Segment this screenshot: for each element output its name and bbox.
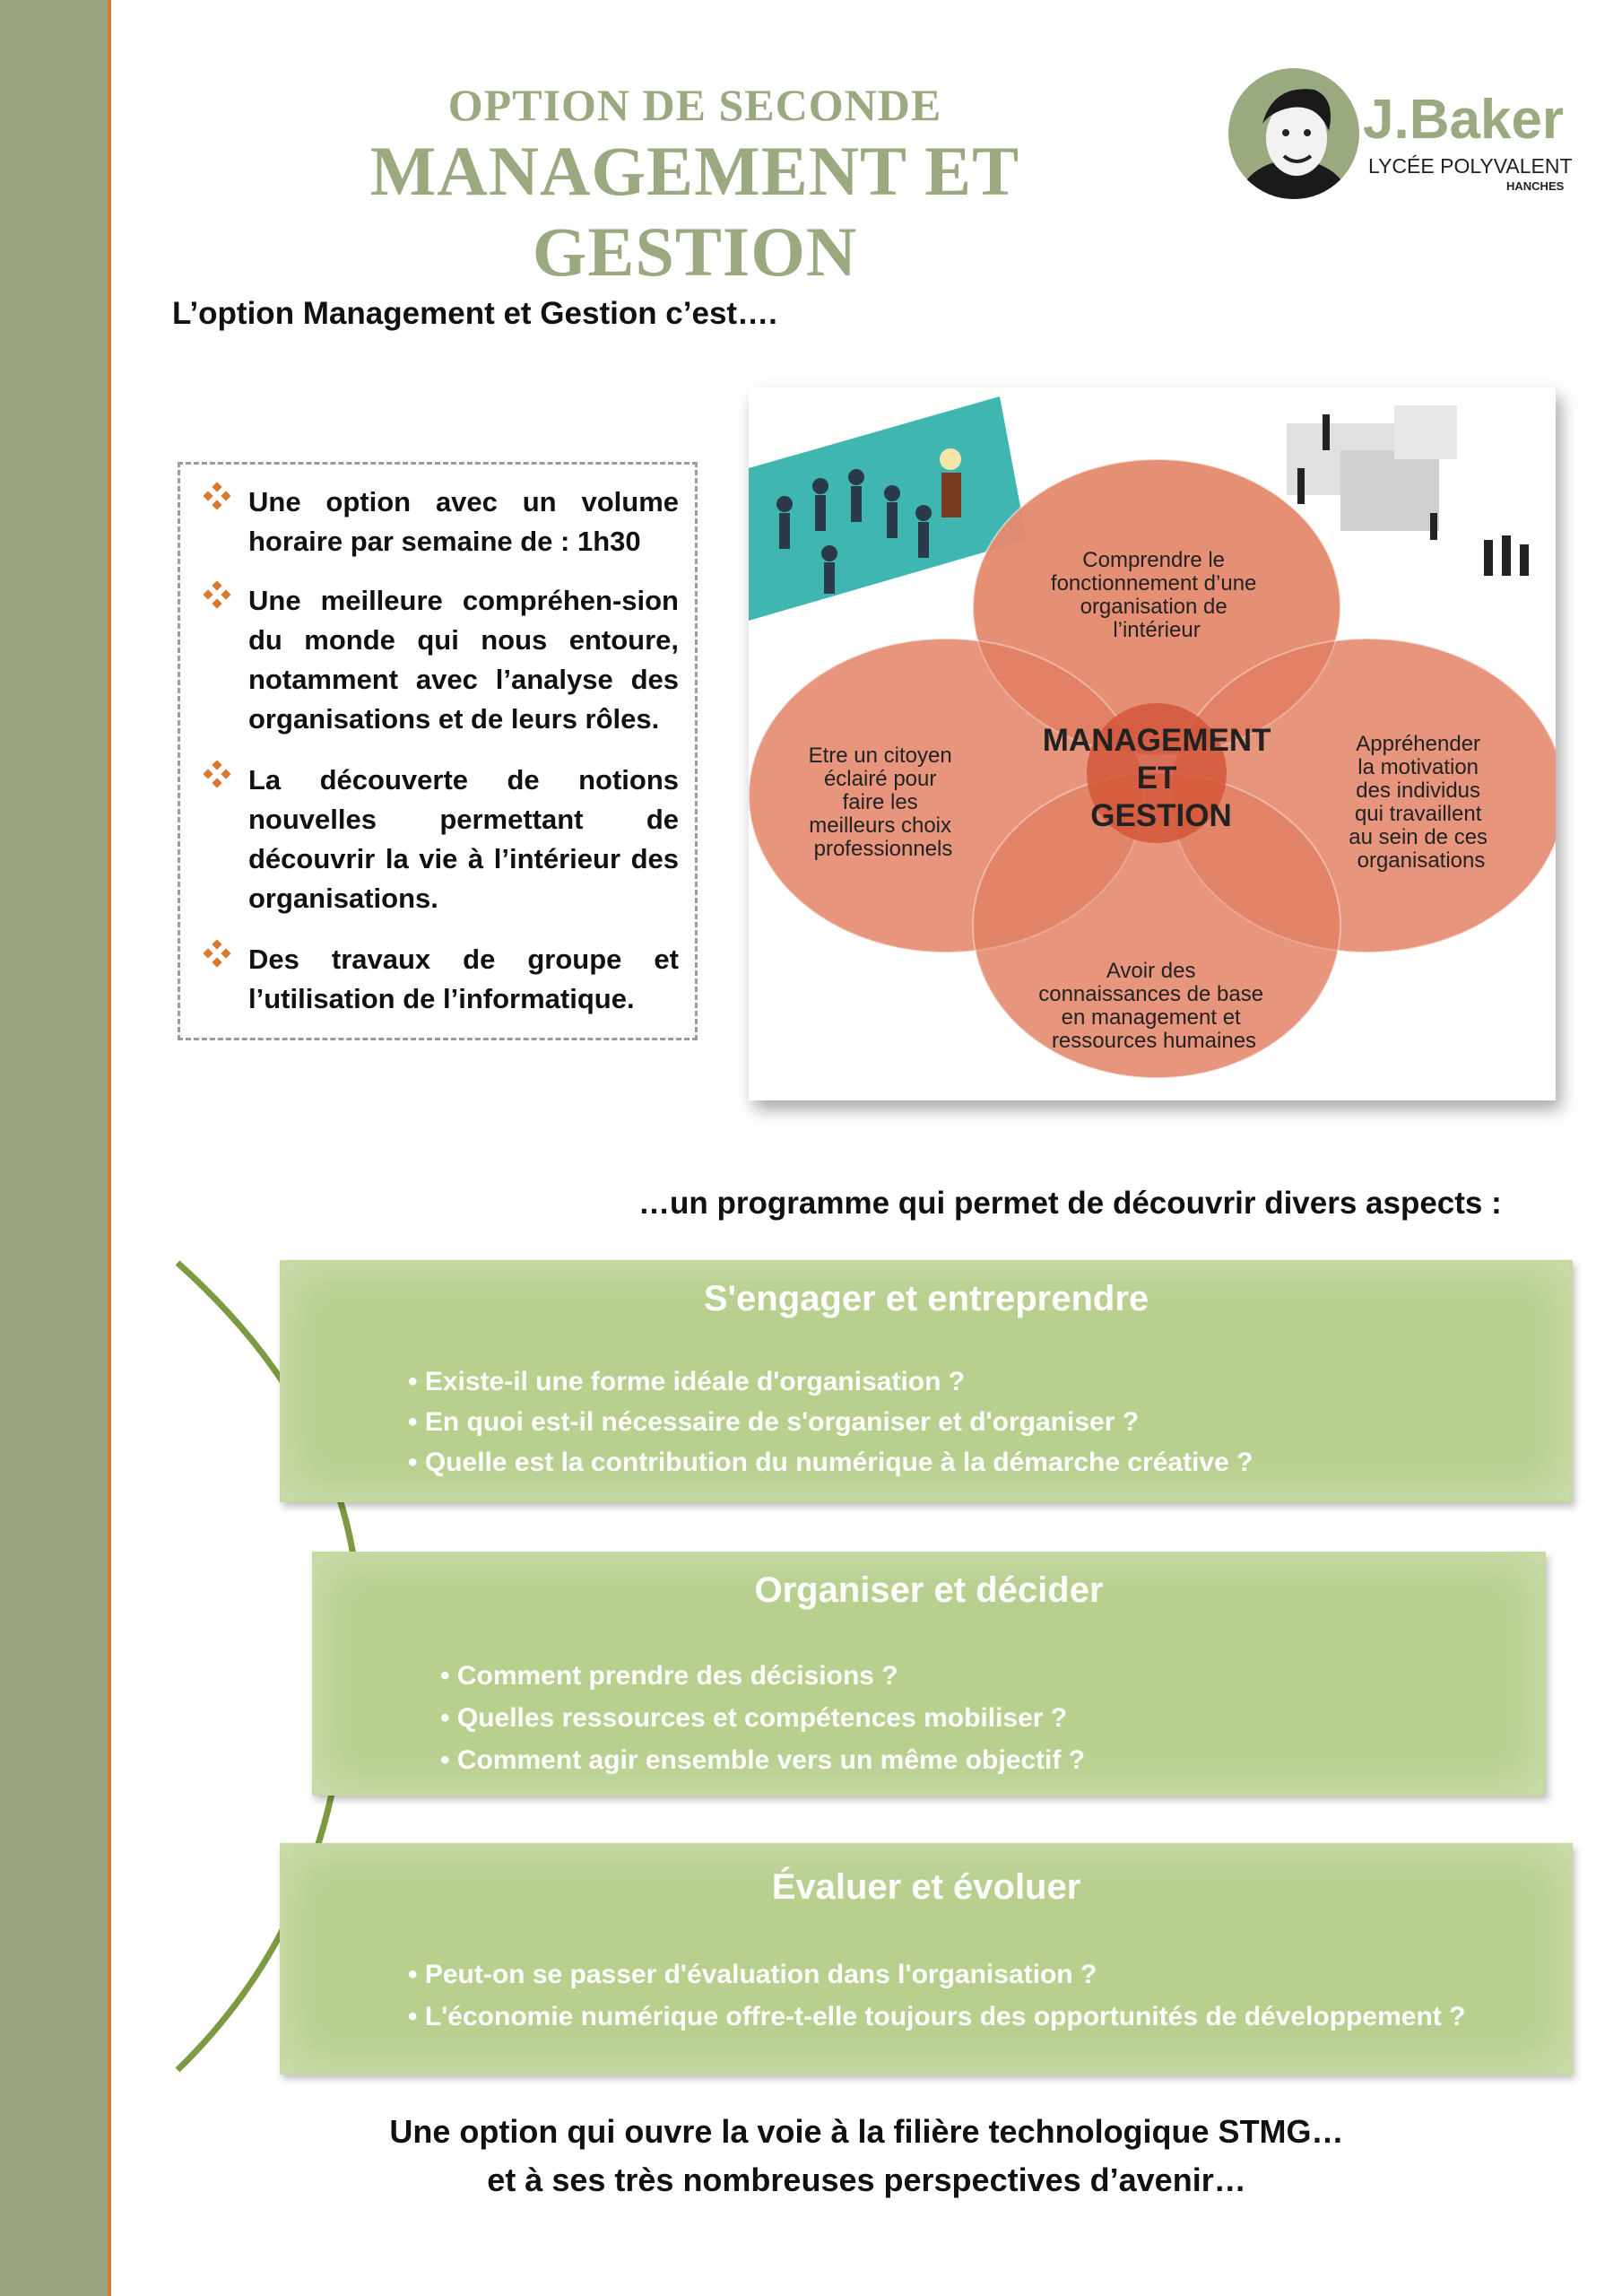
theme-title: S'engager et entreprendre [703,1279,1149,1318]
logo-name: J.Baker [1363,89,1565,151]
venn-top-line: organisation de [1080,595,1227,619]
diamond-bullet-icon [204,940,230,967]
theme-question: • Comment agir ensemble vers un même objectif ? [440,1739,1085,1781]
venn-left-line: professionnels [813,837,953,861]
feature-text: Des travaux de groupe et l’utilisation de l’informatique. [248,944,679,1014]
diamond-bullet-icon [204,761,230,787]
theme-question: • Comment prendre des décisions ? [440,1655,1085,1697]
venn-left-line: faire les [842,790,918,814]
theme-questions [408,1953,1465,2038]
venn-right-line: organisations [1357,848,1486,873]
page-title: MANAGEMENT ET GESTION [369,132,1020,291]
theme-card-evaluer [280,1843,1573,2074]
program-intro: …un programme qui permet de découvrir divers aspects : [638,1186,1502,1221]
venn-bottom-line: en management et [1061,1005,1241,1030]
venn-center-line: ET [1136,761,1177,796]
features-box [178,462,698,1040]
feature-text: Une option avec un volume horaire par semaine de : 1h30 [248,486,679,557]
venn-diagram-card [749,387,1556,1100]
feature-text: Une meilleure compréhen-sion du monde qui nous entoure, notamment avec l’analyse des organisations et de leurs rôles. [248,585,679,735]
theme-card-organiser [312,1552,1546,1796]
theme-question: • En quoi est-il nécessaire de s'organiser et d'organiser ? [408,1402,1253,1442]
venn-bottom-line: ressources humaines [1051,1029,1257,1053]
venn-top-line: Comprendre le [1082,548,1226,572]
venn-center-line: MANAGEMENT [1042,723,1271,758]
sidebar-band [0,0,108,2296]
diamond-bullet-icon [204,483,230,509]
intro-heading: L’option Management et Gestion c’est…. [172,296,777,331]
school-logo [1228,65,1587,208]
venn-top-line: fonctionnement d’une [1050,571,1257,596]
page-subtitle: OPTION DE SECONDE [447,80,942,130]
venn-bottom-line: connaissances de base [1038,982,1264,1006]
venn-top-line: l’intérieur [1113,618,1201,642]
footer-conclusion [111,2108,1622,2205]
venn-right-line: qui travaillent [1354,802,1482,826]
diamond-bullet-icon [204,581,230,608]
venn-right-line: au sein de ces [1349,825,1488,849]
footer-line: et à ses très nombreuses perspectives d’avenir… [487,2161,1246,2198]
theme-question: • Quelles ressources et compétences mobiliser ? [440,1697,1085,1739]
venn-right-line: la motivation [1357,755,1479,779]
venn-left-line: meilleurs choix [809,813,952,838]
theme-question: • Existe-il une forme idéale d'organisation ? [408,1361,1253,1402]
theme-questions [408,1361,1253,1483]
theme-questions [440,1655,1085,1781]
venn-right-line: Appréhender [1356,732,1481,756]
feature-text: La découverte de notions nouvelles permettant de découvrir la vie à l’intérieur des organisations. [248,764,679,914]
logo-subtitle: LYCÉE POLYVALENT [1368,154,1573,178]
theme-card-engager [280,1260,1573,1502]
venn-right-line: des individus [1356,778,1481,803]
theme-question: • Quelle est la contribution du numérique à la démarche créative ? [408,1442,1253,1483]
logo-town: HANCHES [1506,179,1565,193]
venn-center-line: GESTION [1090,798,1232,833]
theme-question: • Peut-on se passer d'évaluation dans l'organisation ? [408,1953,1465,1996]
footer-line: Une option qui ouvre la voie à la filière technologique STMG… [389,2113,1344,2150]
venn-left-line: éclairé pour [823,767,937,791]
sidebar-accent-line [108,0,111,2296]
venn-bottom-line: Avoir des [1106,959,1196,983]
theme-title: Évaluer et évoluer [771,1867,1081,1907]
theme-title: Organiser et décider [754,1570,1104,1610]
portrait-icon [1228,68,1359,199]
venn-diagram [749,387,1556,1100]
theme-question: • L'économie numérique offre-t-elle toujours des opportunités de développement ? [408,1996,1465,2038]
venn-left-line: Etre un citoyen [808,744,952,768]
svg-text:Appréhender la motivatio [1349,732,1493,873]
